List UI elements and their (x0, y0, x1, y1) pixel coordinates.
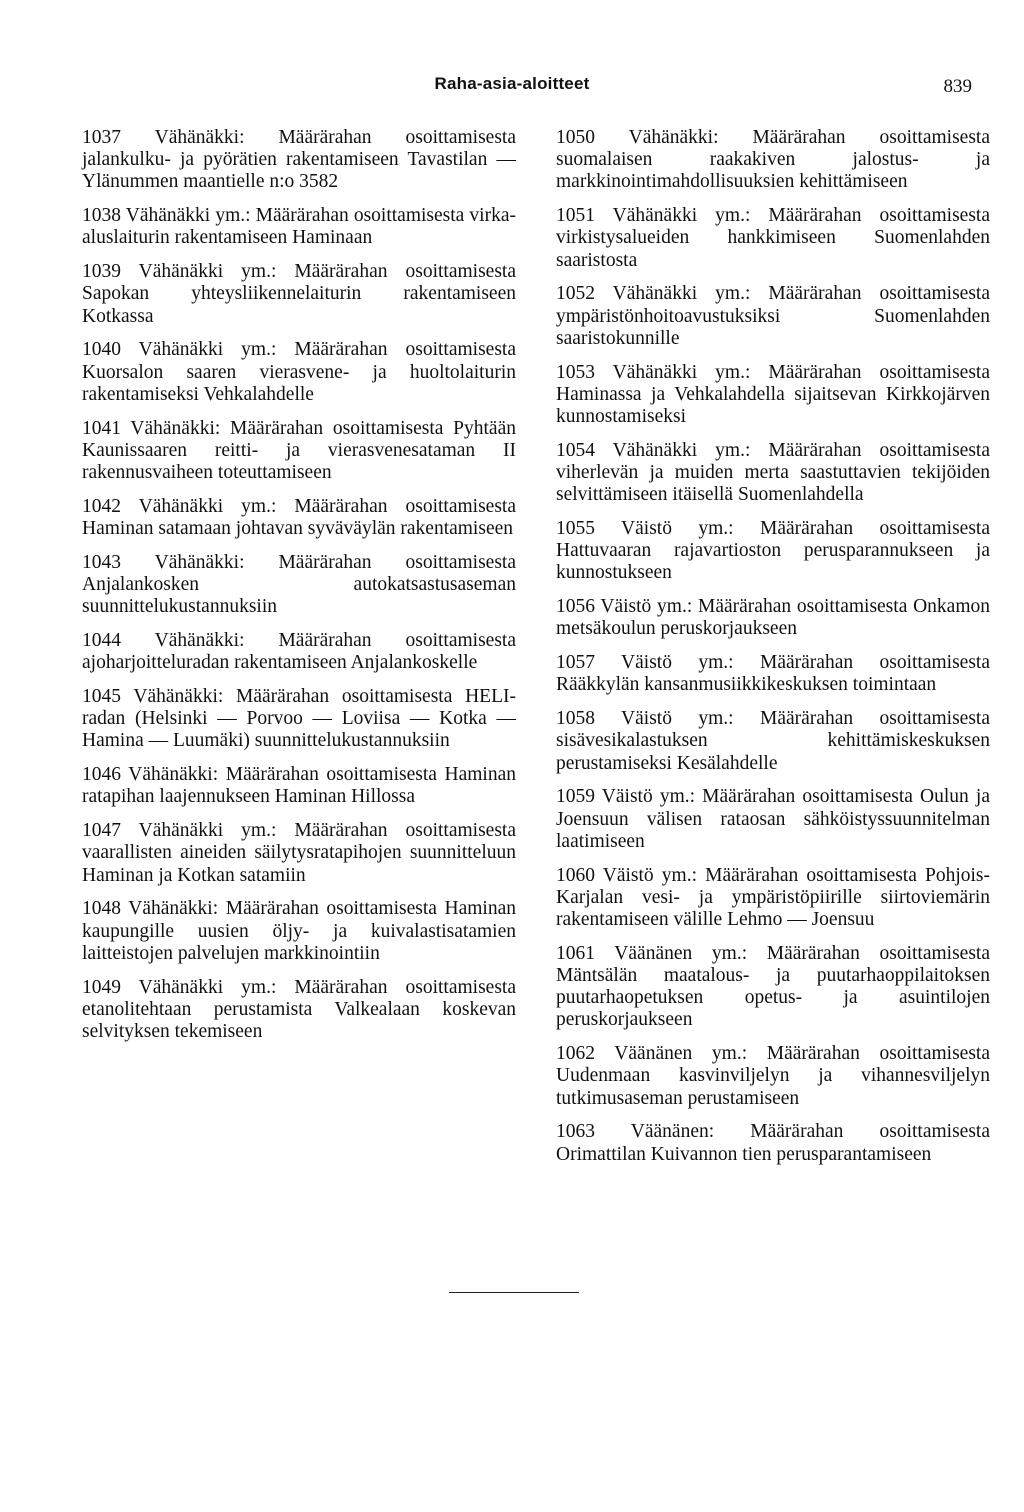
motion-entry: 1059 Väistö ym.: Määrärahan osoittamisesta Oulun ja Joensuun välisen rataosan sähköistyssuunnitelman laatimiseen (556, 786, 990, 852)
motion-entry: 1056 Väistö ym.: Määrärahan osoittamisesta Onkamon metsäkoulun peruskorjaukseen (556, 596, 990, 640)
motion-entry: 1053 Vähänäkki ym.: Määrärahan osoittamisesta Haminassa ja Vehkalahdella sijaitsevan Kirkkojärven kunnostamiseksi (556, 361, 990, 428)
motion-entry: 1046 Vähänäkki: Määrärahan osoittamisesta Haminan ratapihan laajennukseen Haminan Hillossa (82, 764, 516, 808)
motion-entry: 1055 Väistö ym.: Määrärahan osoittamisesta Hattuvaaran rajavartioston perusparannukseen ja kunnostukseen (556, 518, 990, 584)
motion-entry: 1057 Väistö ym.: Määrärahan osoittamisesta Rääkkylän kansanmusiikkikeskuksen toimintaan (556, 652, 990, 696)
motion-entry: 1054 Vähänäkki ym.: Määrärahan osoittamisesta viherlevän ja muiden merta saastuttavien tekijöiden selvittämiseen itäisellä Suomenlahdella (556, 439, 990, 506)
motion-entry: 1047 Vähänäkki ym.: Määrärahan osoittamisesta vaarallisten aineiden säilytysratapihojen suunnitteluun Haminan ja Kotkan satamiin (82, 820, 516, 886)
motion-entry: 1042 Vähänäkki ym.: Määrärahan osoittamisesta Haminan satamaan johtavan syväväylän rakentamiseen (82, 495, 516, 540)
motion-entry: 1049 Vähänäkki ym.: Määrärahan osoittamisesta etanolitehtaan perustamista Valkealaan koskevan selvityksen tekemiseen (82, 976, 516, 1043)
motion-entry: 1051 Vähänäkki ym.: Määrärahan osoittamisesta virkistysalueiden hankkimiseen Suomenlahden saaristosta (556, 205, 990, 271)
motion-entry: 1048 Vähänäkki: Määrärahan osoittamisesta Haminan kaupungille uusien öljy- ja kuivalastisatamien laitteistojen palvelujen markkinointiin (82, 898, 516, 964)
motion-entry: 1050 Vähänäkki: Määrärahan osoittamisesta suomalaisen raakakiven jalostus- ja markkinointimahdollisuuksien kehittämiseen (556, 127, 990, 193)
motion-entry: 1037 Vähänäkki: Määrärahan osoittamisesta jalankulku- ja pyörätien rakentamiseen Tavastilan — Ylänummen maantielle n:o 3582 (82, 127, 516, 193)
motion-entry: 1040 Vähänäkki ym.: Määrärahan osoittamisesta Kuorsalon saaren vierasvene- ja huoltolaiturin rakentamiseksi Vehkalahdelle (82, 339, 516, 405)
motion-entry: 1038 Vähänäkki ym.: Määrärahan osoittamisesta virka-aluslaiturin rakentamiseen Haminaan (82, 205, 516, 249)
motion-entry: 1044 Vähänäkki: Määrärahan osoittamisesta ajoharjoitteluradan rakentamiseen Anjalankoskelle (82, 630, 516, 674)
motion-entry: 1061 Väänänen ym.: Määrärahan osoittamisesta Mäntsälän maatalous- ja puutarhaoppilaitoksen puutarhaopetuksen opetus- ja asuintilojen peruskorjaukseen (556, 942, 990, 1031)
right-column (556, 127, 990, 1177)
motion-entry: 1058 Väistö ym.: Määrärahan osoittamisesta sisävesikalastuksen kehittämiskeskuksen perustamiseksi Kesälahdelle (556, 708, 990, 774)
section-end-rule (449, 1292, 579, 1293)
motion-entry: 1045 Vähänäkki: Määrärahan osoittamisesta HELI-radan (Helsinki — Porvoo — Loviisa — Kotka — Hamina — Luumäki) suunnittelukustannuksiin (82, 686, 516, 752)
motion-entry: 1052 Vähänäkki ym.: Määrärahan osoittamisesta ympäristönhoitoavustuksiksi Suomenlahden saaristokunnille (556, 283, 990, 349)
motion-entry: 1041 Vähänäkki: Määrärahan osoittamisesta Pyhtään Kaunissaaren reitti- ja vierasvenesataman II rakennusvaiheen toteuttamiseen (82, 417, 516, 484)
page-number: 839 (943, 76, 972, 97)
motion-entry: 1062 Väänänen ym.: Määrärahan osoittamisesta Uudenmaan kasvinviljelyn ja vihannesviljelyn tutkimusaseman perustamiseen (556, 1043, 990, 1109)
motion-entry: 1043 Vähänäkki: Määrärahan osoittamisesta Anjalankosken autokatsastusaseman suunnittelukustannuksiin (82, 551, 516, 618)
motion-entry: 1039 Vähänäkki ym.: Määrärahan osoittamisesta Sapokan yhteysliikennelaiturin rakentamiseen Kotkassa (82, 261, 516, 327)
motion-entry: 1063 Väänänen: Määrärahan osoittamisesta Orimattilan Kuivannon tien perusparantamiseen (556, 1121, 990, 1165)
running-head: Raha-asia-aloitteet (434, 74, 590, 93)
motion-entry: 1060 Väistö ym.: Määrärahan osoittamisesta Pohjois-Karjalan vesi- ja ympäristöpiirille siirtoviemärin rakentamiseen välille Lehmo — Joensuu (556, 864, 990, 931)
left-column (82, 127, 516, 1055)
